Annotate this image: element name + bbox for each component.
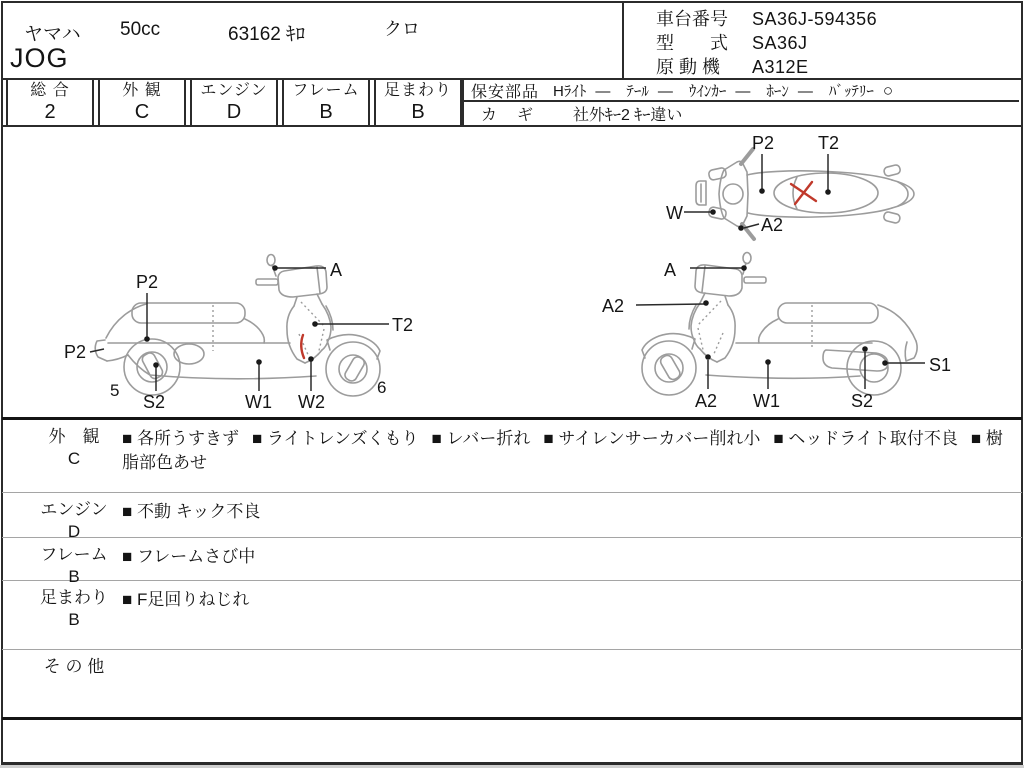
damage-mark-line — [301, 335, 304, 358]
label-w: W — [666, 203, 683, 223]
section-label: 足まわり — [40, 588, 108, 607]
condition-note: ■ フレームさび中 — [122, 547, 256, 566]
label-p2-tail: P2 — [64, 342, 87, 362]
safety-part-item — [626, 83, 674, 100]
label-a: A — [330, 260, 343, 280]
chassis-number-row — [656, 7, 877, 31]
scooter-left-view-diagram — [58, 250, 420, 416]
grade-value: B — [411, 101, 425, 123]
safety-parts-box — [462, 80, 1019, 125]
label-a2: A2 — [761, 215, 784, 235]
section-grade: C — [67, 449, 81, 468]
model-name: JOG — [10, 43, 69, 73]
engine-code-row — [656, 55, 877, 79]
label-s2: S2 — [143, 392, 166, 412]
condition-note: ■ F足回りねじれ — [122, 590, 250, 609]
section-bottom-rule — [2, 717, 1022, 720]
grade-bottom-rule — [2, 125, 1022, 127]
safety-part-name: ﾎｰﾝ — [766, 82, 789, 100]
section-undercarriage — [2, 581, 1022, 649]
label-t2: T2 — [392, 315, 414, 335]
grade-cell-2 — [98, 80, 186, 125]
condition-note: ■ ライトレンズくもり — [252, 429, 419, 448]
grade-cell-5 — [374, 80, 462, 125]
safety-part-value: ○ — [882, 80, 895, 100]
label-s1: S1 — [929, 355, 952, 375]
grade-cell-3 — [190, 80, 278, 125]
sheet-bottom-rule — [2, 762, 1022, 764]
grade-cell-1 — [6, 80, 94, 125]
chassis-number-value: SA36J-594356 — [752, 9, 878, 29]
safety-part-name: ｳｲﾝｶｰ — [688, 82, 727, 100]
label-t2: T2 — [818, 133, 840, 153]
label-a2-upper: A2 — [602, 296, 625, 316]
condition-note: ■ 不動 キック不良 — [122, 502, 261, 521]
section-label: 外 観 — [48, 427, 100, 446]
label-a2-lower: A2 — [695, 391, 718, 411]
grade-label: 総 合 — [30, 82, 70, 99]
section-other — [2, 650, 1022, 717]
model-code-row — [656, 31, 877, 55]
header-divider — [622, 2, 624, 78]
safety-part-name: Hﾗｲﾄ — [553, 82, 587, 100]
key-row — [464, 102, 1019, 125]
section-label-box — [22, 656, 126, 678]
safety-part-item — [766, 83, 814, 100]
section-engine — [2, 493, 1022, 541]
section-label-box — [22, 587, 126, 631]
safety-part-value: ― — [657, 82, 674, 100]
section-grade: B — [68, 610, 80, 629]
label-6: 6 — [377, 378, 387, 397]
maker-name: ヤマハ — [24, 24, 81, 45]
condition-note: ■ ヘッドライト取付不良 — [773, 429, 958, 448]
condition-note: ■ 各所うすきず — [122, 429, 239, 448]
safety-part-name: ﾃｰﾙ — [626, 82, 649, 100]
section-notes — [122, 545, 1004, 569]
label-5: 5 — [110, 381, 120, 400]
section-label-box — [22, 499, 126, 543]
grade-value: 2 — [44, 101, 56, 123]
safety-part-item — [689, 83, 752, 100]
grade-label: エンジン — [200, 82, 268, 99]
safety-part-name: ﾊﾞｯﾃﾘｰ — [828, 82, 874, 100]
section-label-box — [22, 426, 126, 470]
grade-label: フレーム — [292, 82, 360, 99]
model-code-label: 型 式 — [656, 33, 728, 53]
section-label: フレーム — [40, 545, 108, 564]
body-color: クロ — [384, 19, 420, 39]
key-value: 社外ｷｰ2 ｷｰ違い — [573, 107, 683, 124]
safety-parts-title: 保安部品 — [471, 83, 540, 101]
section-notes — [122, 427, 1004, 475]
vehicle-id-block — [656, 7, 877, 79]
grade-value: D — [226, 101, 242, 123]
section-notes — [122, 588, 1004, 612]
grade-cell-4 — [282, 80, 370, 125]
label-p2: P2 — [752, 133, 775, 153]
safety-part-value: ― — [797, 82, 814, 100]
engine-code-label: 原 動 機 — [656, 57, 721, 77]
chassis-number-label: 車台番号 — [656, 9, 728, 29]
condition-note: ■ サイレンサーカバー削れ小 — [543, 429, 761, 448]
section-exterior — [2, 420, 1022, 492]
section-label: エンジン — [40, 500, 108, 519]
section-grade: D — [67, 522, 81, 541]
condition-note: ■ 樹脂部色あせ — [122, 429, 1003, 472]
safety-part-value: ― — [595, 82, 612, 100]
label-w1: W1 — [753, 391, 780, 411]
label-p2-top: P2 — [136, 272, 159, 292]
scooter-right-view-diagram — [588, 248, 968, 416]
safety-part-item — [553, 83, 611, 100]
grade-value: B — [319, 101, 333, 123]
label-w1: W1 — [245, 392, 272, 412]
model-code-value: SA36J — [752, 33, 808, 53]
safety-parts-row — [464, 80, 1019, 102]
grade-label: 外 観 — [122, 82, 162, 99]
mileage: 63162 ｷﾛ — [228, 24, 306, 45]
grade-value: C — [134, 101, 150, 123]
label-w2: W2 — [298, 392, 325, 412]
key-label: カ ギ — [481, 107, 536, 124]
scooter-top-view-diagram — [648, 130, 978, 242]
section-frame — [2, 538, 1022, 586]
engine-code-value: A312E — [752, 57, 809, 77]
section-notes — [122, 500, 1004, 524]
displacement: 50cc — [120, 19, 161, 40]
section-label: そ の 他 — [43, 657, 105, 676]
safety-parts-items — [553, 80, 909, 101]
safety-part-item — [828, 80, 895, 100]
safety-part-value: ― — [735, 82, 752, 100]
grade-label: 足まわり — [383, 82, 452, 99]
condition-note: ■ レバー折れ — [431, 429, 531, 448]
label-a: A — [664, 260, 677, 280]
section-grade: B — [68, 567, 80, 586]
label-s2: S2 — [851, 391, 874, 411]
